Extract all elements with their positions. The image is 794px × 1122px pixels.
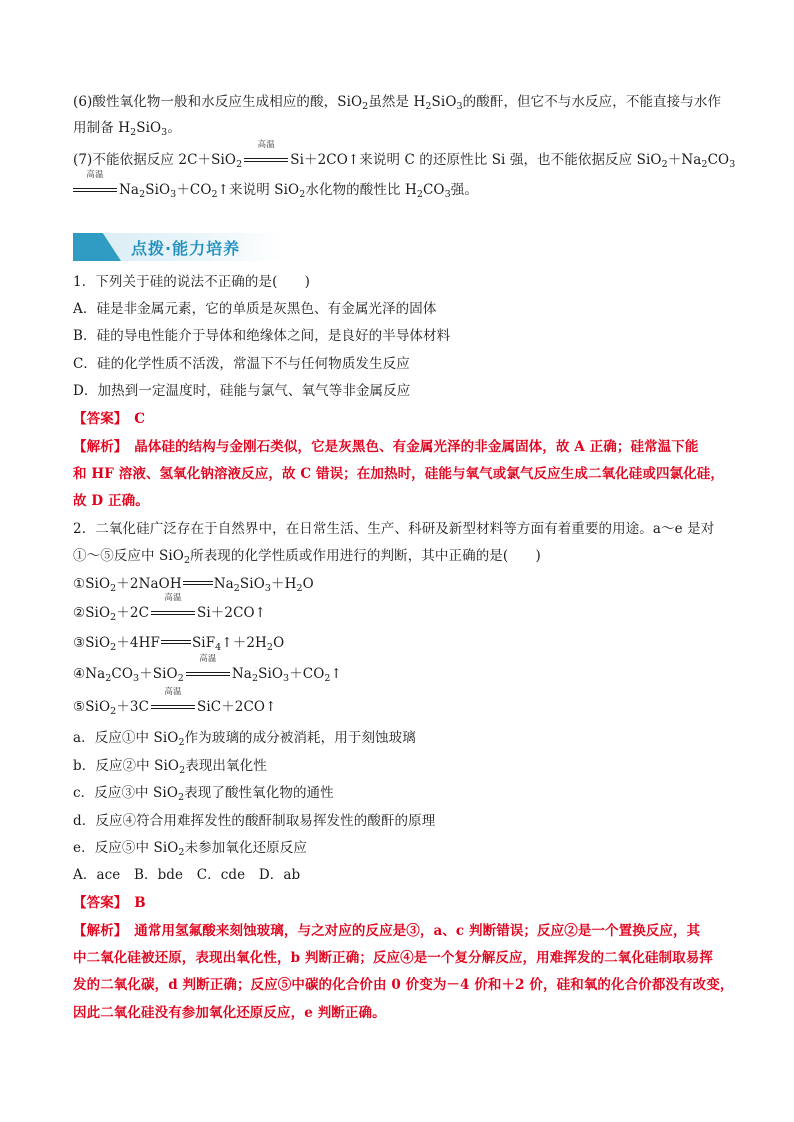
q1-option-c: C．硅的化学性质不活泼，常温下不与任何物质发生反应 (73, 356, 410, 372)
q2-analysis-line-3: 发的二氧化碳，d 判断正确；反应⑤中碳的化合价由 0 价变为－4 价和＋2 价，硅和氧的化合价都没有改变， (73, 977, 734, 993)
q1-option-b: B．硅的导电性能介于导体和绝缘体之间，是良好的半导体材料 (73, 328, 451, 344)
q2-stem-line-2: ①～⑤反应中 SiO$_2$所表现的化学性质或作用进行的判断，其中正确的是( ) (73, 548, 541, 566)
q2-analysis-line-2: 中二氧化硅被还原，表现出氧化性，b 判断正确；反应④是一个复分解反应，用难挥发的二氧化硅制取易挥 (73, 950, 713, 966)
q2-judgement-e: e．反应⑤中 SiO$_2$未参加氧化还原反应 (73, 840, 307, 858)
q1-analysis-line-1: 【解析】 晶体硅的结构与金刚石类似，它是灰黑色、有金属光泽的非金属固体，故 A 正确；硅常温下能 (73, 439, 699, 455)
q2-reaction-4: $④Na_2CO_3+SiO_2$ 高温 $Na_2SiO_3+CO_2↑$ (73, 654, 342, 684)
q2-options: A．ace B．bde C．cde D．ab (73, 867, 301, 883)
q1-answer: 【答案】 C (73, 411, 146, 427)
q2-judgement-a: a．反应①中 SiO$_2$作为玻璃的成分被消耗，用于刻蚀玻璃 (73, 730, 416, 748)
q2-judgement-b: b．反应②中 SiO$_2$表现出氧化性 (73, 758, 267, 776)
q2-reaction-5: ⑤SiO$_2$＋3C 高温 SiC＋2CO↑ (73, 687, 277, 717)
reaction-condition: 高温 (199, 654, 217, 664)
q1-analysis-line-2: 和 HF 溶液、氢氧化钠溶液反应，故 C 错误；在加热时，硅能与氧气或氯气反应生成二氧化硅或四氯化硅， (73, 466, 724, 482)
reaction-condition: 高温 (164, 687, 182, 697)
q2-reaction-2: ②SiO$_2$＋2C 高温 Si＋2CO↑ (73, 593, 267, 623)
note-6-line-1: (6)酸性氧化物一般和水反应生成相应的酸，SiO$_2$虽然是 $H_2SiO_3$的酸酐，但它不与水反应，不能直接与水作 (73, 94, 722, 112)
section-header (73, 233, 283, 261)
q2-judgement-c: c．反应③中 SiO$_2$表现了酸性氧化物的通性 (73, 785, 334, 803)
q2-reaction-1: ①SiO$_2$＋2NaOH $Na_2SiO_3+H_2O$ (73, 576, 314, 594)
q1-analysis-line-3: 故 D 正确。 (73, 493, 149, 509)
q1-stem: 1．下列关于硅的说法不正确的是( ) (73, 274, 311, 290)
q2-answer: 【答案】 B (73, 895, 146, 911)
note-6-line-2: 用制备 $H_2SiO_3$。 (73, 120, 181, 138)
q2-reaction-3: ③SiO$_2$＋4HF $SiF_4↑+2H_2O$ (73, 635, 285, 653)
q1-option-a: A．硅是非金属元素，它的单质是灰黑色、有金属光泽的固体 (73, 301, 437, 317)
note-7-line-1: (7)不能依据反应 2C＋SiO$_2$ 高温 Si＋2CO↑来说明 C 的还原性比 Si 强，也不能依据反应 $SiO_2+Na_2CO_3$ (73, 140, 736, 170)
q2-stem-line-1: 2．二氧化硅广泛存在于自然界中，在日常生活、生产、科研及新型材料等方面有着重要的用途。a～e 是对 (73, 521, 715, 537)
reaction-condition: 高温 (86, 170, 104, 180)
q2-judgement-d: d．反应④符合用难挥发性的酸酐制取易挥发性的酸酐的原理 (73, 813, 436, 829)
reaction-condition: 高温 (257, 140, 275, 150)
reaction-condition: 高温 (164, 593, 182, 603)
q1-option-d: D．加热到一定温度时，硅能与氯气、氧气等非金属反应 (73, 383, 411, 399)
q2-analysis-line-1: 【解析】 通常用氢氟酸来刻蚀玻璃，与之对应的反应是③，a、c 判断错误；反应②是一个置换反应，其 (73, 923, 701, 939)
note-7-line-2: 高温 $Na_2SiO_3+CO_2↑$来说明 SiO$_2$水化物的酸性比 $H_2CO_3$强。 (73, 180, 478, 200)
q2-analysis-line-4: 因此二氧化硅没有参加氧化还原反应，e 判断正确。 (73, 1005, 386, 1021)
section-title: 点拨·能力培养 (131, 239, 241, 258)
